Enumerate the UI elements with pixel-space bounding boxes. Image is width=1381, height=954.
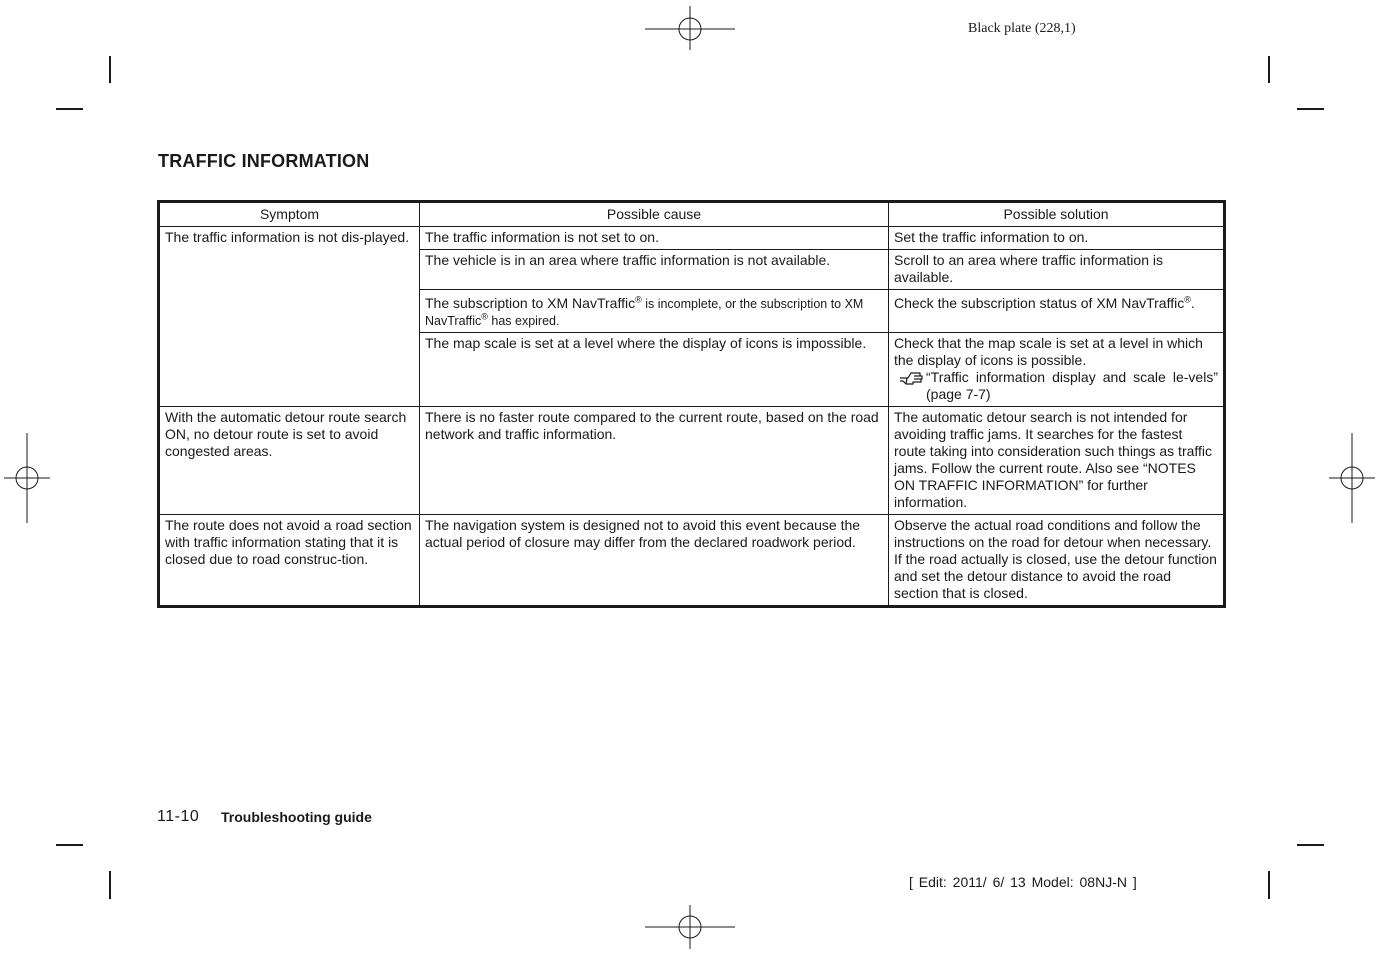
solution-text-a: Check the subscription status of XM NavTraffic xyxy=(894,295,1185,311)
section-label: Troubleshooting guide xyxy=(221,809,372,825)
cause-cell: The map scale is set at a level where the display of icons is impossible. xyxy=(420,333,889,407)
solution-cell xyxy=(889,333,1225,407)
section-title: TRAFFIC INFORMATION xyxy=(158,151,370,171)
troubleshooting-table xyxy=(157,200,1226,608)
page-reference xyxy=(898,369,1218,403)
cause-cell: The traffic information is not set to on. xyxy=(420,227,889,250)
header-symptom: Symptom xyxy=(159,202,420,227)
crop-mark-top-left-vertical xyxy=(109,56,111,83)
edit-info: [ Edit: 2011/ 6/ 13 Model: 08NJ-N ] xyxy=(909,874,1137,890)
solution-cell xyxy=(889,290,1225,333)
solution-cell: The automatic detour search is not intended for avoiding traffic jams. It searches for the fastest route taking into consideration such things as traffic jams. Follow the current route. Also see “NOTES ON TRAFFIC INFORMATION” for further information. xyxy=(889,407,1225,515)
registration-mark-top-icon xyxy=(645,4,735,50)
reference-hand-icon xyxy=(898,369,926,403)
crop-mark-bottom-right-vertical xyxy=(1268,871,1270,899)
crop-mark-bottom-left-vertical xyxy=(109,871,111,899)
cause-cell: There is no faster route compared to the current route, based on the road network and traffic information. xyxy=(420,407,889,515)
cause-text-b: is incomplete, or the subscription to XM NavTraffic xyxy=(425,297,864,328)
registered-mark: ® xyxy=(481,311,488,322)
cause-text-c: has expired. xyxy=(487,314,560,328)
crop-mark-bottom-left-horizontal xyxy=(56,844,83,846)
crop-mark-top-right-horizontal xyxy=(1297,108,1324,110)
table-row xyxy=(159,407,1225,515)
solution-cell: Scroll to an area where traffic information is available. xyxy=(889,250,1225,290)
cause-text-a: The subscription to XM NavTraffic xyxy=(425,295,636,311)
solution-cell: Set the traffic information to on. xyxy=(889,227,1225,250)
symptom-cell: The traffic information is not dis-played. xyxy=(159,227,420,407)
plate-label: Black plate (228,1) xyxy=(968,21,1076,36)
table-row xyxy=(159,227,1225,250)
header-possible-cause: Possible cause xyxy=(420,202,889,227)
registration-mark-right-icon xyxy=(1329,433,1375,523)
table-row xyxy=(159,515,1225,607)
symptom-cell: The route does not avoid a road section with traffic information stating that it is closed due to road construc-tion. xyxy=(159,515,420,607)
crop-mark-bottom-right-horizontal xyxy=(1297,844,1324,846)
table-header-row xyxy=(159,202,1225,227)
cause-cell xyxy=(420,290,889,333)
solution-text: Check that the map scale is set at a level in which the display of icons is possible. xyxy=(894,335,1203,368)
page-number: 11-10 xyxy=(157,808,200,825)
solution-cell: Observe the actual road conditions and follow the instructions on the road for detour when necessary. If the road actually is closed, use the detour function and set the detour distance to avoid the road section that is closed. xyxy=(889,515,1225,607)
registered-mark: ® xyxy=(635,294,642,305)
symptom-cell: With the automatic detour route search ON, no detour route is set to avoid congested areas. xyxy=(159,407,420,515)
solution-text-b: . xyxy=(1190,295,1195,311)
cause-cell: The vehicle is in an area where traffic information is not available. xyxy=(420,250,889,290)
crop-mark-top-right-vertical xyxy=(1268,56,1270,83)
registered-mark: ® xyxy=(1184,294,1191,305)
cause-cell: The navigation system is designed not to avoid this event because the actual period of closure may differ from the declared roadwork period. xyxy=(420,515,889,607)
crop-mark-top-left-horizontal xyxy=(56,108,83,110)
page-reference-text: “Traffic information display and scale le-vels” (page 7-7) xyxy=(926,369,1218,402)
registration-mark-bottom-icon xyxy=(645,905,735,951)
header-possible-solution: Possible solution xyxy=(889,202,1225,227)
registration-mark-left-icon xyxy=(4,433,50,523)
